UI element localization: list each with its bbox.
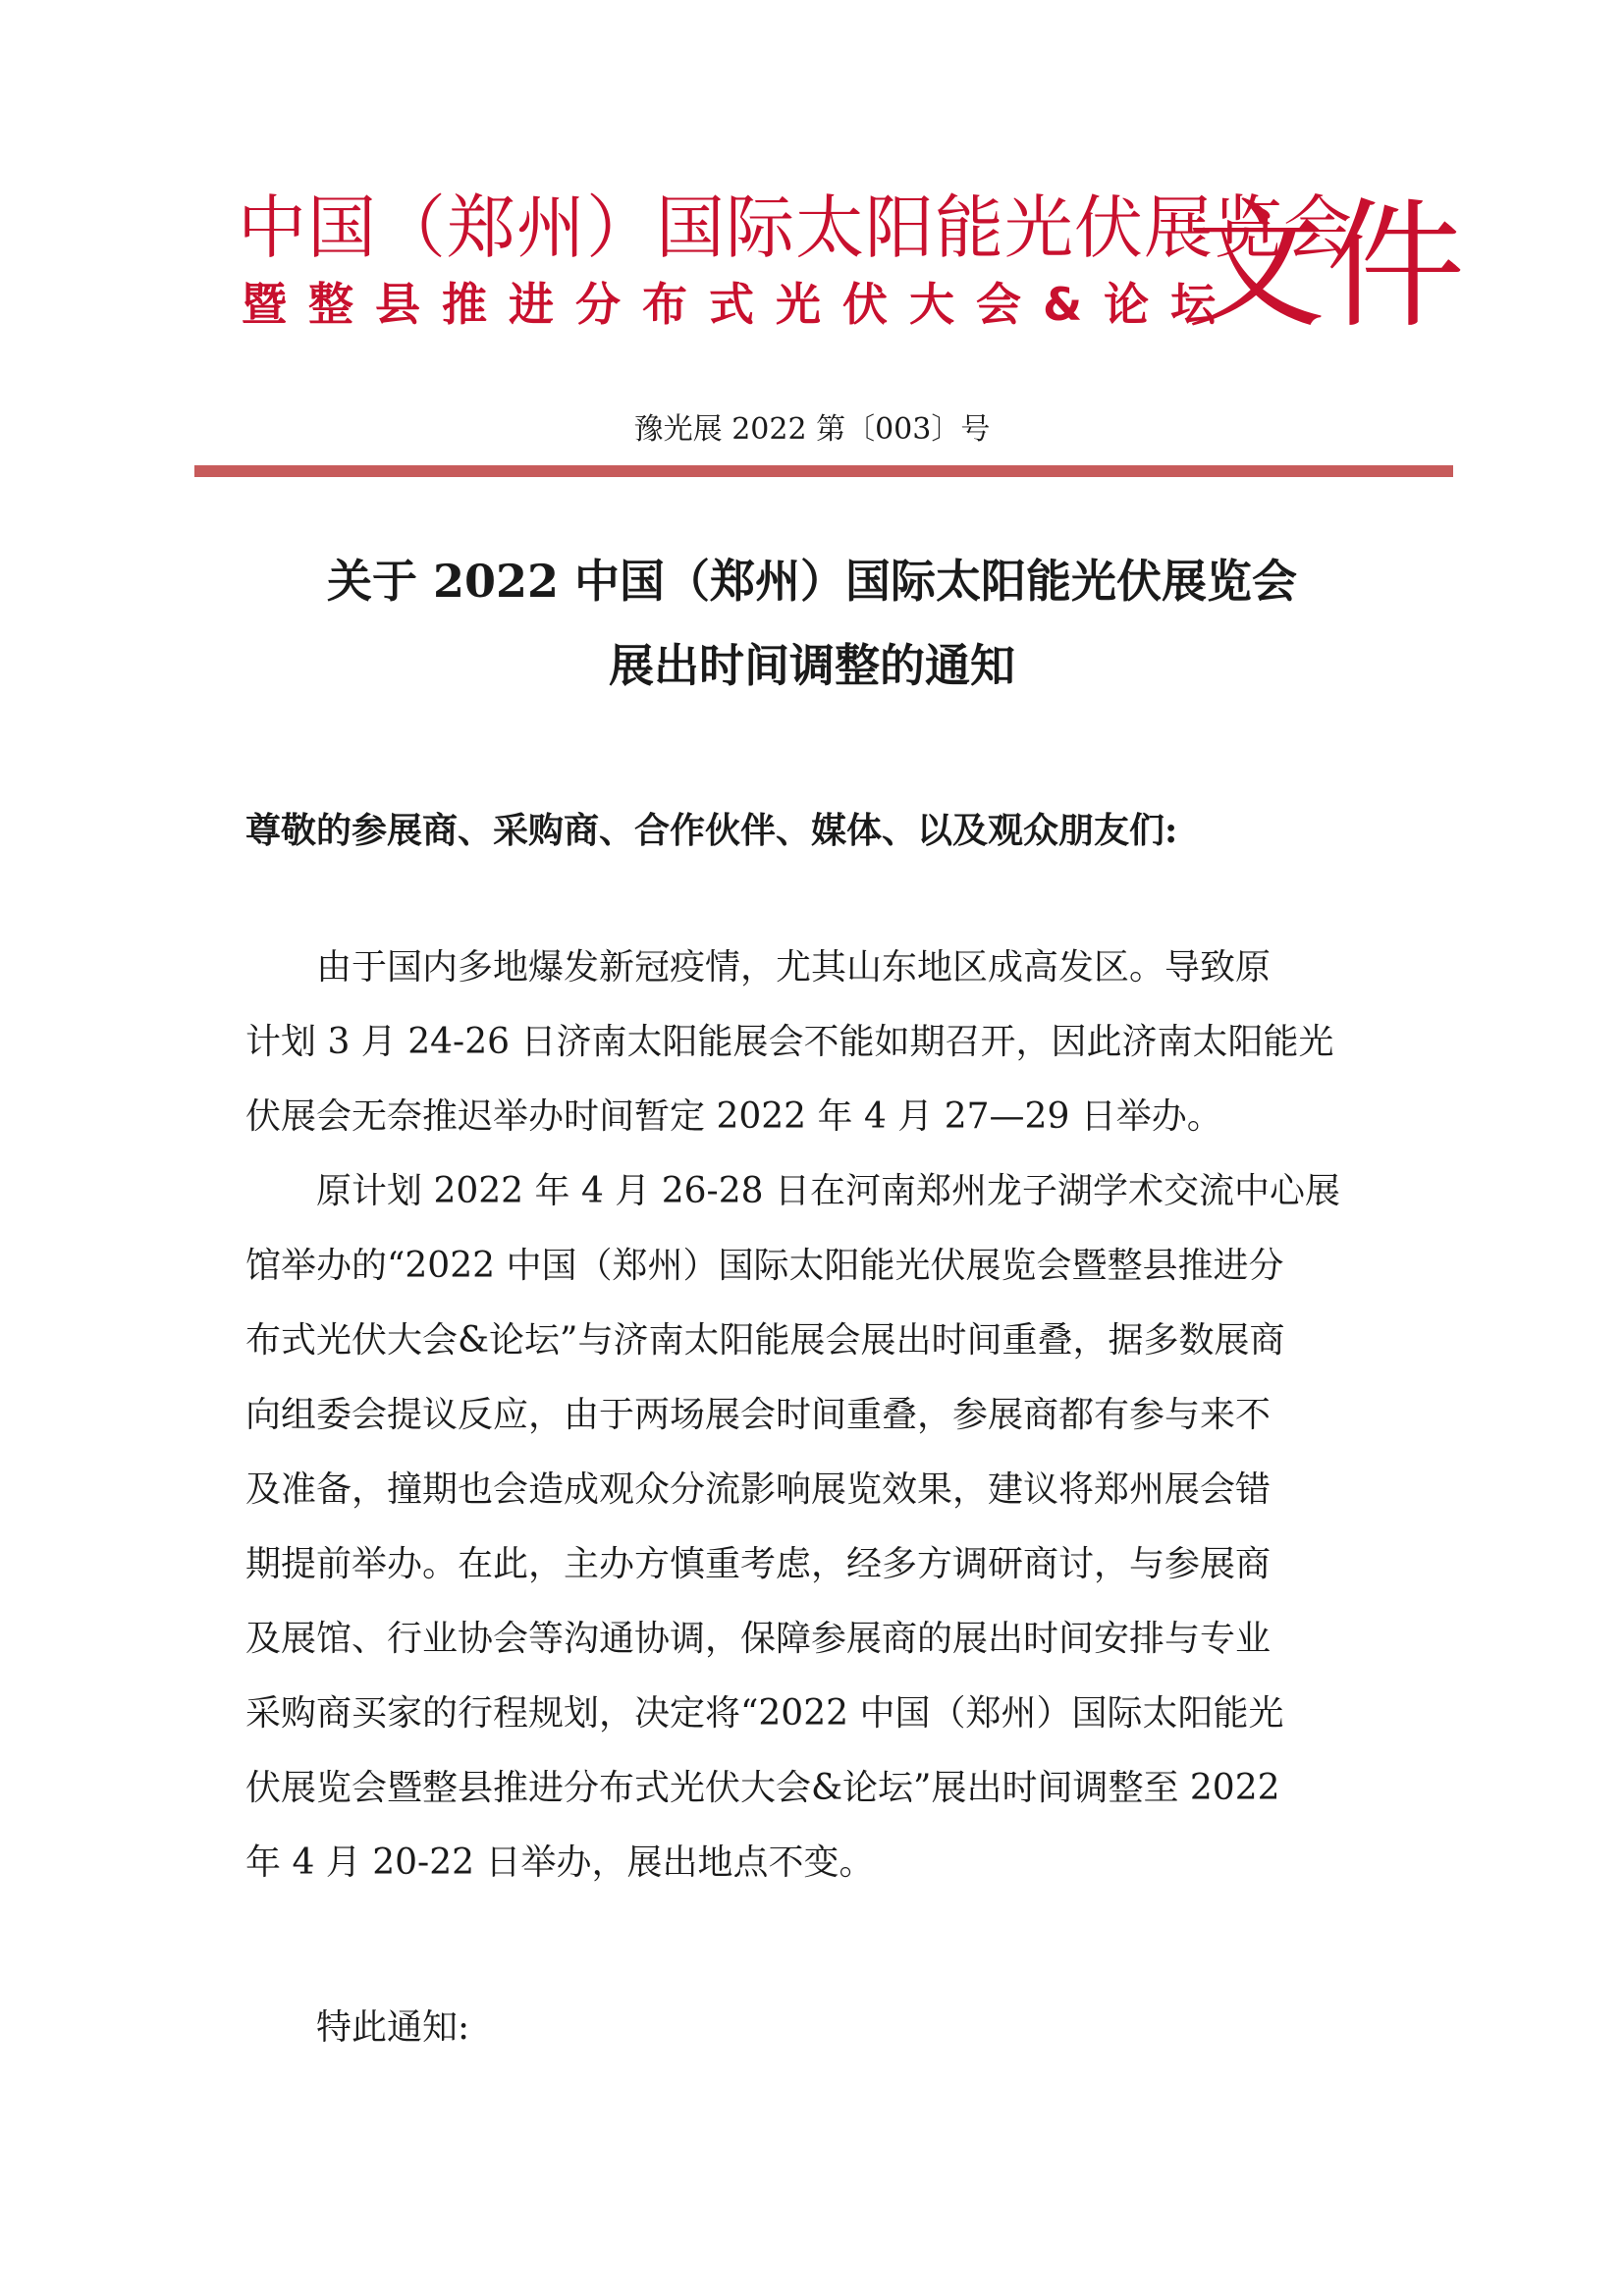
body-line: 馆举办的“2022 中国（郑州）国际太阳能光伏展览会暨整县推进分 [245, 1246, 1284, 1286]
header-doc-label: 文件 [1186, 186, 1465, 347]
body-line: 原计划 2022 年 4 月 26-28 日在河南郑州龙子湖学术交流中心展 [245, 1171, 1340, 1211]
body-line: 伏展览会暨整县推进分布式光伏大会&论坛”展出时间调整至 2022 [245, 1768, 1280, 1808]
body-line: 期提前举办。在此，主办方慎重考虑，经多方调研商讨，与参展商 [245, 1544, 1272, 1584]
header-org-line1: 中国（郑州）国际太阳能光伏展览会 [238, 187, 1353, 268]
notice-title-line2: 展出时间调整的通知 [609, 639, 1015, 692]
body-line: 由于国内多地爆发新冠疫情，尤其山东地区成高发区。导致原 [245, 947, 1272, 988]
body-line: 布式光伏大会&论坛”与济南太阳能展会展出时间重叠，据多数展商 [245, 1320, 1285, 1361]
body-line: 伏展会无奈推迟举办时间暂定 2022 年 4 月 27—29 日举办。 [245, 1096, 1222, 1137]
body-line: 向组委会提议反应，由于两场展会时间重叠，参展商都有参与来不 [245, 1395, 1272, 1435]
body-line: 及准备，撞期也会造成观众分流影响展览效果，建议将郑州展会错 [245, 1469, 1272, 1510]
body-line: 采购商买家的行程规划，决定将“2022 中国（郑州）国际太阳能光 [245, 1693, 1284, 1734]
closing-line: 特此通知: [245, 2007, 470, 2048]
notice-title-line1: 关于 2022 中国（郑州）国际太阳能光伏展览会 [326, 555, 1298, 608]
document-number: 豫光展 2022 第〔003〕号 [633, 412, 991, 447]
header-org-line2: 暨整县推进分布式光伏大会&论坛 [242, 278, 1238, 331]
salutation: 尊敬的参展商、采购商、合作伙伴、媒体、以及观众朋友们: [245, 810, 1178, 851]
header-divider [194, 465, 1453, 477]
body-line: 年 4 月 20-22 日举办，展出地点不变。 [245, 1842, 875, 1883]
body-line: 及展馆、行业协会等沟通协调，保障参展商的展出时间安排与专业 [245, 1619, 1272, 1659]
body-line: 计划 3 月 24-26 日济南太阳能展会不能如期召开，因此济南太阳能光 [245, 1022, 1334, 1062]
